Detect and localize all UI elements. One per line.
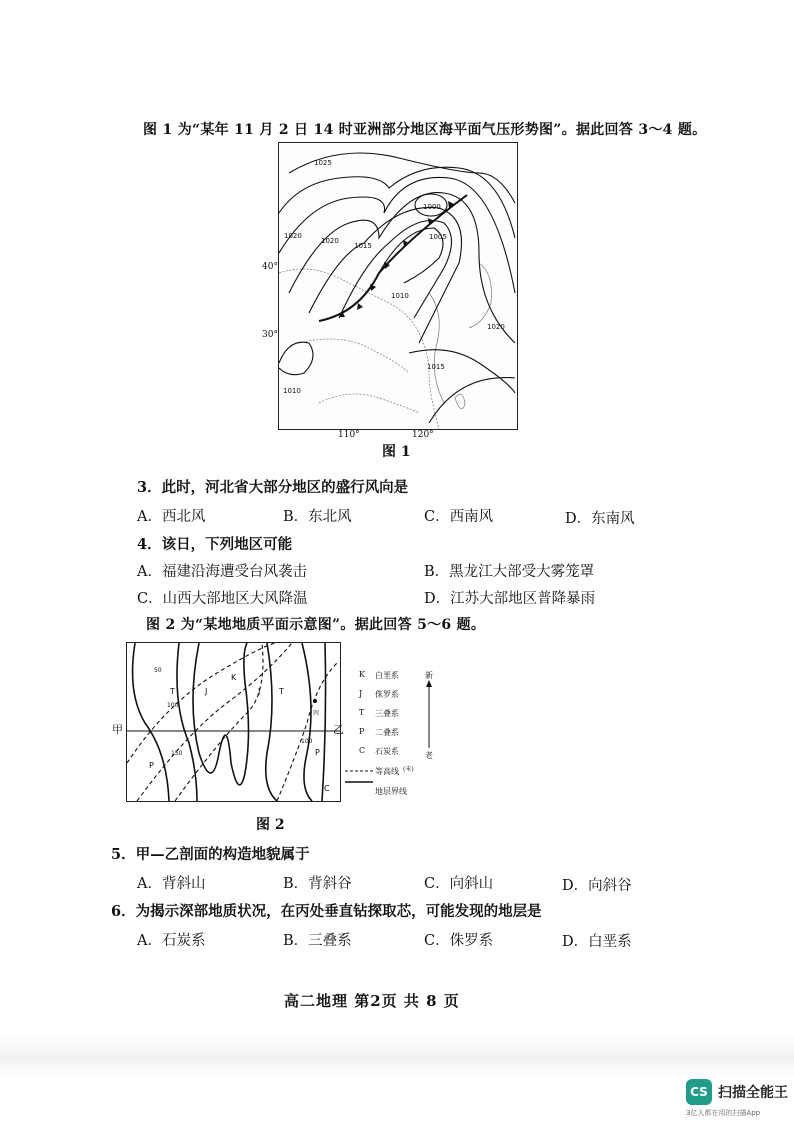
q3-option-b[interactable]: B．东北风 xyxy=(283,509,352,525)
scan-shadow xyxy=(0,1035,794,1080)
label-yi: 乙 xyxy=(333,723,344,736)
geology-map xyxy=(126,642,341,802)
fig2-caption: 图 2 xyxy=(256,817,285,833)
contour-label: 50 xyxy=(154,667,162,674)
q6-option-a[interactable]: A．石炭系 xyxy=(137,933,206,949)
contour-label: 100 xyxy=(167,702,179,709)
stratum-label: 丙 xyxy=(313,710,320,717)
legend-name: 二叠系 xyxy=(375,728,399,737)
intro-fig2: 图 2 为“某地地质平面示意图”。据此回答 5～6 题。 xyxy=(146,617,486,633)
brand-sub: 3亿人都在用的扫描App xyxy=(686,1109,761,1117)
stratum-label: K xyxy=(231,673,237,682)
contour-label: 150 xyxy=(171,750,183,757)
q3-stem: 3．此时，河北省大部分地区的盛行风向是 xyxy=(137,479,409,496)
geology-legend xyxy=(357,670,447,800)
isobar-label: 1015 xyxy=(427,363,445,371)
stratum-label: T xyxy=(170,687,175,696)
isobar-label: 1025 xyxy=(314,159,332,167)
isobar-label: 1010 xyxy=(391,292,409,300)
isobar-label: 1005 xyxy=(429,233,447,241)
q6-stem: 6．为揭示深部地质状况，在丙处垂直钻探取芯，可能发现的地层是 xyxy=(111,903,542,920)
q5-stem: 5．甲—乙剖面的构造地貌属于 xyxy=(111,846,310,863)
isobar-label: 1000 xyxy=(423,203,441,211)
stratum-label: P xyxy=(149,761,154,770)
isobar-label: 1015 xyxy=(354,242,372,250)
lon-label-120: 120° xyxy=(412,430,434,440)
intro-fig1: 图 1 为“某年 11 月 2 日 14 时亚洲部分地区海平面气压形势图”。据此回答 3～4 题。 xyxy=(143,122,707,138)
scanner-watermark xyxy=(686,1079,788,1105)
q4-option-c[interactable]: C．山西大部地区大风降温 xyxy=(137,591,308,607)
lat-label-40: 40° xyxy=(262,262,278,272)
site-bing-marker xyxy=(313,699,317,703)
q4-stem: 4．该日，下列地区可能 xyxy=(137,536,293,553)
legend-name: 石炭系 xyxy=(375,747,399,756)
q5-option-b[interactable]: B．背斜谷 xyxy=(283,876,352,892)
age-arrow-icon xyxy=(424,680,434,750)
legend-code: T xyxy=(359,708,365,717)
isobar-label: 1010 xyxy=(283,387,301,395)
page-footer: 高二地理 第2页 共 8 页 xyxy=(284,992,460,1010)
legend-old: 老 xyxy=(425,751,433,760)
q3-option-a[interactable]: A．西北风 xyxy=(137,509,206,525)
q5-option-d[interactable]: D．向斜谷 xyxy=(562,878,632,894)
legend-code: K xyxy=(359,670,365,679)
q6-option-c[interactable]: C．侏罗系 xyxy=(424,933,494,949)
legend-contour: 等高线 xyxy=(375,767,399,776)
legend-symbols xyxy=(345,766,375,786)
brand-name: 扫描全能王 xyxy=(718,1085,788,1101)
isobar-label: 1020 xyxy=(321,237,339,245)
legend-name: 侏罗系 xyxy=(375,690,399,699)
legend-code: J xyxy=(359,689,363,698)
stratum-label: T xyxy=(279,687,284,696)
legend-code: C xyxy=(359,746,366,755)
legend-code: P xyxy=(359,727,365,736)
camscanner-logo-icon: CS xyxy=(686,1079,712,1105)
legend-new: 新 xyxy=(425,671,433,680)
legend-name: 三叠系 xyxy=(375,709,399,718)
q6-option-d[interactable]: D．白垩系 xyxy=(562,934,632,950)
stratum-label: J xyxy=(205,687,208,696)
q4-option-d[interactable]: D．江苏大部地区普降暴雨 xyxy=(424,591,596,607)
q6-option-b[interactable]: B．三叠系 xyxy=(283,933,352,949)
stratum-label: J xyxy=(258,687,261,696)
legend-boundary: 地层界线 xyxy=(375,787,407,796)
pressure-map xyxy=(278,142,518,430)
q3-option-c[interactable]: C．西南风 xyxy=(424,509,494,525)
legend-name: 白垩系 xyxy=(375,671,399,680)
q4-option-a[interactable]: A．福建沿海遭受台风袭击 xyxy=(137,564,307,580)
legend-unit: (米) xyxy=(403,766,414,773)
isobar-label: 1020 xyxy=(487,323,505,331)
contour-label: 100 xyxy=(301,738,313,745)
lon-label-110: 110° xyxy=(338,430,360,440)
stratum-label: P xyxy=(315,748,320,757)
q3-option-d[interactable]: D．东南风 xyxy=(565,511,635,527)
q5-option-a[interactable]: A．背斜山 xyxy=(137,876,206,892)
fig1-caption: 图 1 xyxy=(382,444,411,460)
stratum-label: C xyxy=(324,784,330,793)
geology-map-svg xyxy=(127,643,340,801)
label-jia: 甲 xyxy=(112,723,123,736)
lat-label-30: 30° xyxy=(262,330,278,340)
isobar-label: 1020 xyxy=(284,232,302,240)
q5-option-c[interactable]: C．向斜山 xyxy=(424,876,494,892)
q4-option-b[interactable]: B．黑龙江大部受大雾笼罩 xyxy=(424,564,595,580)
pressure-map-svg xyxy=(279,143,517,429)
